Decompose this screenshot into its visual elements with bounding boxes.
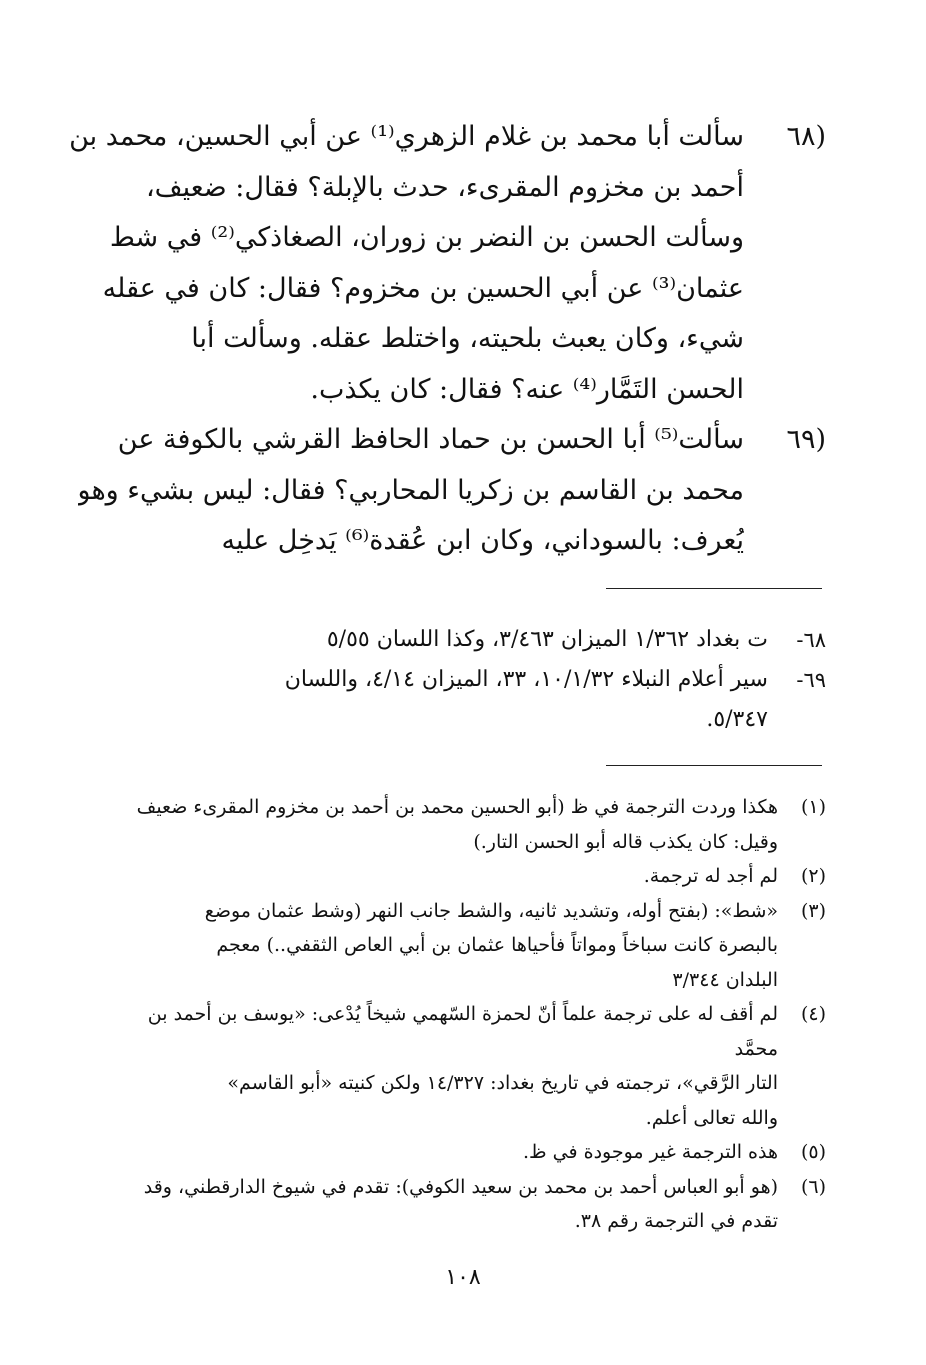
source-text [116,620,768,660]
text-line: لم أجد له ترجمة. [643,865,778,887]
text-line: سير أعلام النبلاء ١٠/١/٣٢، ٣٣، الميزان ٤/١٤، واللسان [284,667,768,692]
source-number: ٦٨- [796,628,826,652]
footnote-number: (١) [800,796,826,818]
text-line: التار الرَّقي»، ترجمته في تاريخ بغداد: ١٤/٣٢٧ ولكن كنيته «أبو القاسم» [227,1072,778,1094]
text-line: شيء، وكان يعبث بلحيته، واختلط عقله. وسألت أبا [191,323,744,354]
footnote-6 [116,1170,826,1239]
footnote-number: (٤) [800,1003,826,1025]
footnote-text [116,790,778,859]
text-line: وقيل: كان يكذب قاله أبو الحسن التار.) [473,830,778,853]
text-line: عثمان⁽³⁾ عن أبي الحسين بن مخزوم؟ فقال: كان في عقله [102,272,744,304]
text-line: سألت أبا محمد بن غلام الزهري⁽¹⁾ عن أبي الحسين، محمد بن [69,121,744,152]
footnotes [116,790,826,1239]
separator-line [606,588,822,589]
entry-number: (٦٩ [786,424,826,455]
footnote-text [116,1135,778,1170]
source-text [116,660,768,740]
text-line: هكذا وردت الترجمة في ظ (أبو الحسين محمد بن أحمد بن مخزوم المقرىء ضعيف [136,796,778,818]
footnote-text [116,997,778,1135]
text-line: وسألت الحسن بن النضر بن زوران، الصغاذكي⁽²⁾ في شط [109,222,744,253]
entry-69 [77,415,826,567]
footnote-number: (٦) [800,1175,826,1198]
text-line: (هو أبو العباس أحمد بن محمد بن سعيد الكوفي): تقدم في شيوخ الدارقطني، وقد [143,1175,778,1198]
text-line: ٥/٣٤٧. [706,707,768,732]
footnote-3 [116,894,826,998]
text-line: لم أقف له على ترجمة علماً أنّ لحمزة السّهمي شيخاً يُدْعى: «يوسف بن أحمد بن محمَّد [147,1003,778,1060]
text-line: أحمد بن مخزوم المقرىء، حدث بالإبلة؟ فقال: ضعيف، [145,171,744,203]
footnote-number: (٣) [800,899,826,922]
footnote-text [116,1170,778,1239]
source-69 [116,660,826,740]
source-references [116,620,826,740]
entry-body [69,112,744,415]
footnote-number: (٢) [800,865,826,887]
text-line: بالبصرة كانت سباخاً ومواتاً فأحياها عثمان بن أبي العاص الثقفي..) معجم [216,934,778,956]
separator-line [606,765,822,766]
text-line: ت بغداد ١/٣٦٢ الميزان ٣/٤٦٣، وكذا اللسان ٥/٥٥ [326,627,768,652]
source-68 [116,620,826,660]
entry-body [78,415,745,567]
footnote-2 [116,859,826,894]
text-line: والله تعالى أعلم. [645,1106,778,1129]
text-line: سألت⁽⁵⁾ أبا الحسن بن حماد الحافظ القرشي بالكوفة عن [117,424,744,455]
text-line: محمد بن القاسم بن زكريا المحاربي؟ فقال: ليس بشيء وهو [77,474,744,506]
footnote-4 [116,997,826,1135]
entry-number: (٦٨ [786,121,826,152]
footnote-5 [116,1135,826,1170]
main-text [69,112,826,567]
footnote-text [116,894,778,998]
footnote-text [116,859,778,894]
footnote-1 [116,790,826,859]
footnote-number: (٥) [800,1141,826,1163]
text-line: تقدم في الترجمة رقم ٣٨. [574,1210,778,1232]
text-line: الحسن التَمَّار⁽⁴⁾ عنه؟ فقال: كان يكذب. [310,373,744,405]
page-number: ١٠٨ [445,1265,481,1290]
text-line: يُعرف: بالسوداني، وكان ابن عُقدة⁽⁶⁾ يَدخِل عليه [221,525,744,556]
text-line: هذه الترجمة غير موجودة في ظ. [523,1141,778,1163]
source-number: ٦٩- [796,668,826,692]
text-line: «شط»: (بفتح أوله، وتشديد ثانيه، والشط جانب النهر (وشط عثمان موضع [204,899,778,922]
entry-68 [69,112,826,415]
text-line: البلدان ٣/٣٤٤ [672,968,778,991]
